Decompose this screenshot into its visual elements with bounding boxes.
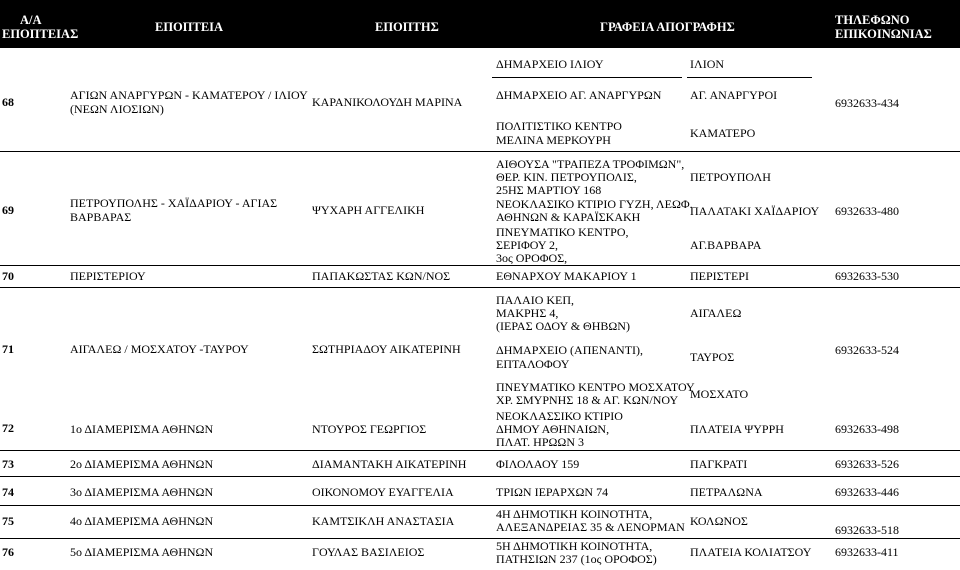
supervisor-name: ΨΥΧΑΡΗ ΑΓΓΕΛΙΚΗ bbox=[312, 203, 425, 217]
rule bbox=[0, 538, 960, 539]
row-number: 69 bbox=[2, 203, 14, 217]
office-name-2: ΑΛΕΞΑΝΔΡΕΙΑΣ 35 & ΛΕΝΟΡΜΑΝ bbox=[496, 520, 685, 534]
area-name: ΠΕΤΡΟΥΠΟΛΗΣ - ΧΑΪΔΑΡΙΟΥ - ΑΓΙΑΣ bbox=[70, 196, 278, 210]
area-name: 1ο ΔΙΑΜΕΡΙΣΜΑ ΑΘΗΝΩΝ bbox=[70, 422, 214, 436]
office-name: ΔΗΜΑΡΧΕΙΟ ΑΓ. ΑΝΑΡΓΥΡΩΝ bbox=[496, 88, 662, 102]
office-name-3: ΠΛΑΤ. ΗΡΩΩΝ 3 bbox=[496, 435, 584, 449]
area-name: 2ο ΔΙΑΜΕΡΙΣΜΑ ΑΘΗΝΩΝ bbox=[70, 457, 214, 471]
office-name-3: (ΙΕΡΑΣ ΟΔΟΥ & ΘΗΒΩΝ) bbox=[496, 319, 630, 333]
office-location: ΚΟΛΩΝΟΣ bbox=[690, 514, 748, 528]
office-location: ΑΙΓΑΛΕΩ bbox=[690, 306, 742, 320]
rule bbox=[0, 287, 960, 288]
rule bbox=[687, 77, 812, 78]
supervisor-name: ΟΙΚΟΝΟΜΟΥ ΕΥΑΓΓΕΛΙΑ bbox=[312, 485, 454, 499]
office-location: ΠΑΛΑΤΑΚΙ ΧΑΪΔΑΡΙΟΥ bbox=[690, 204, 820, 218]
supervisor-name: ΔΙΑΜΑΝΤΑΚΗ ΑΙΚΑΤΕΡΙΝΗ bbox=[312, 457, 467, 471]
office-name-2: ΜΕΛΙΝΑ ΜΕΡΚΟΥΡΗ bbox=[496, 133, 611, 147]
row-number: 68 bbox=[2, 95, 14, 109]
header-offices: ΓΡΑΦΕΙΑ ΑΠΟΓΡΑΦΗΣ bbox=[600, 20, 735, 34]
office-name-2: ΕΠΤΑΛΟΦΟΥ bbox=[496, 357, 570, 371]
table-header bbox=[0, 0, 960, 48]
phone-number: 6932633-524 bbox=[835, 343, 899, 357]
office-name: ΔΗΜΑΡΧΕΙΟ ΙΛΙΟΥ bbox=[496, 57, 604, 71]
office-name-2: ΧΡ. ΣΜΥΡΝΗΣ 18 & ΑΓ. ΚΩΝ/ΝΟΥ bbox=[496, 393, 679, 407]
rule bbox=[0, 505, 960, 506]
row-number: 75 bbox=[2, 514, 14, 528]
office-name: 4Η ΔΗΜΟΤΙΚΗ ΚΟΙΝΟΤΗΤΑ, bbox=[496, 507, 653, 521]
office-name: ΠΝΕΥΜΑΤΙΚΟ ΚΕΝΤΡΟ ΜΟΣΧΑΤΟΥ bbox=[496, 380, 695, 394]
header-supervisor: ΕΠΟΠΤΗΣ bbox=[375, 20, 439, 34]
rule bbox=[0, 450, 960, 451]
area-name-2: ΒΑΡΒΑΡΑΣ bbox=[70, 210, 132, 224]
header-num: Α/Α bbox=[20, 13, 42, 27]
header-num-2: ΕΠΟΠΤΕΙΑΣ bbox=[2, 27, 79, 41]
supervisor-name: ΚΑΡΑΝΙΚΟΛΟΥΔΗ ΜΑΡΙΝΑ bbox=[312, 95, 463, 109]
office-name-2: ΣΕΡΙΦΟΥ 2, bbox=[496, 238, 559, 252]
phone-number: 6932633-498 bbox=[835, 422, 899, 436]
row-number: 70 bbox=[2, 269, 14, 283]
row-number: 71 bbox=[2, 342, 14, 356]
office-name: ΦΙΛΟΛΑΟΥ 159 bbox=[496, 457, 580, 471]
rule bbox=[0, 265, 960, 266]
supervisor-name: ΓΟΥΛΑΣ ΒΑΣΙΛΕΙΟΣ bbox=[312, 545, 425, 559]
header-area: ΕΠΟΠΤΕΙΑ bbox=[155, 20, 224, 34]
office-name: ΝΕΟΚΛΑΣΙΚΟ ΚΤΙΡΙΟ ΓΥΖΗ, ΛΕΩΦ. bbox=[496, 197, 693, 211]
office-name: 5Η ΔΗΜΟΤΙΚΗ ΚΟΙΝΟΤΗΤΑ, bbox=[496, 539, 653, 553]
office-name-2: ΠΑΤΗΣΙΩΝ 237 (1ος ΟΡΟΦΟΣ) bbox=[496, 552, 657, 566]
area-name: ΑΙΓΑΛΕΩ / ΜΟΣΧΑΤΟΥ -ΤΑΥΡΟΥ bbox=[70, 342, 249, 356]
phone-number: 6932633-480 bbox=[835, 204, 899, 218]
supervisor-name: ΚΑΜΤΣΙΚΛΗ ΑΝΑΣΤΑΣΙΑ bbox=[312, 514, 455, 528]
row-number: 73 bbox=[2, 457, 14, 471]
office-location: ΜΟΣΧΑΤΟ bbox=[690, 387, 749, 401]
office-name: ΠΟΛΙΤΙΣΤΙΚΟ ΚΕΝΤΡΟ bbox=[496, 119, 622, 133]
row-number: 74 bbox=[2, 485, 14, 499]
row-number: 72 bbox=[2, 421, 14, 435]
area-name: 3ο ΔΙΑΜΕΡΙΣΜΑ ΑΘΗΝΩΝ bbox=[70, 485, 214, 499]
header-phone: ΤΗΛΕΦΩΝΟ bbox=[835, 13, 910, 27]
supervisor-name: ΣΩΤΗΡΙΑΔΟΥ ΑΙΚΑΤΕΡΙΝΗ bbox=[312, 342, 461, 356]
office-location: ΙΛΙΟΝ bbox=[690, 57, 725, 71]
office-name-3: 25ΗΣ ΜΑΡΤΙΟΥ 168 bbox=[496, 183, 602, 197]
rule bbox=[0, 151, 960, 152]
area-name: ΠΕΡΙΣΤΕΡΙΟΥ bbox=[70, 269, 146, 283]
office-name: ΕΘΝΑΡΧΟΥ ΜΑΚΑΡΙΟΥ 1 bbox=[496, 269, 637, 283]
office-location: ΠΕΤΡΑΛΩΝΑ bbox=[690, 485, 763, 499]
phone-number: 6932633-446 bbox=[835, 485, 899, 499]
office-name-2: ΑΘΗΝΩΝ & ΚΑΡΑΪΣΚΑΚΗ bbox=[496, 210, 641, 224]
office-location: ΠΕΡΙΣΤΕΡΙ bbox=[690, 269, 749, 283]
office-name-2: ΜΑΚΡΗΣ 4, bbox=[496, 306, 559, 320]
office-location: ΠΛΑΤΕΙΑ ΨΥΡΡΗ bbox=[690, 422, 784, 436]
area-name: 5ο ΔΙΑΜΕΡΙΣΜΑ ΑΘΗΝΩΝ bbox=[70, 545, 214, 559]
office-name: ΤΡΙΩΝ ΙΕΡΑΡΧΩΝ 74 bbox=[496, 485, 609, 499]
office-name: ΠΝΕΥΜΑΤΙΚΟ ΚΕΝΤΡΟ, bbox=[496, 225, 629, 239]
office-location: ΑΓ.ΒΑΡΒΑΡΑ bbox=[690, 238, 762, 252]
office-name-3: 3ος ΟΡΟΦΟΣ, bbox=[496, 251, 568, 265]
office-name: ΑΙΘΟΥΣΑ "ΤΡΑΠΕΖΑ ΤΡΟΦΙΜΩΝ", bbox=[496, 157, 685, 171]
area-name-2: (ΝΕΩΝ ΛΙΟΣΙΩΝ) bbox=[70, 102, 164, 116]
office-name: ΝΕΟΚΛΑΣΣΙΚΟ ΚΤΙΡΙΟ bbox=[496, 409, 623, 423]
office-name-2: ΘΕΡ. ΚΙΝ. ΠΕΤΡΟΥΠΟΛΙΣ, bbox=[496, 170, 637, 184]
supervisor-name: ΝΤΟΥΡΟΣ ΓΕΩΡΓΙΟΣ bbox=[312, 422, 427, 436]
phone-number: 6932633-434 bbox=[835, 96, 899, 110]
phone-number: 6932633-411 bbox=[835, 545, 899, 559]
office-location: ΑΓ. ΑΝΑΡΓΥΡΟΙ bbox=[690, 88, 778, 102]
office-location: ΤΑΥΡΟΣ bbox=[690, 350, 735, 364]
office-location: ΠΛΑΤΕΙΑ ΚΟΛΙΑΤΣΟΥ bbox=[690, 545, 812, 559]
office-name: ΠΑΛΑΙΟ ΚΕΠ, bbox=[496, 293, 575, 307]
supervisor-name: ΠΑΠΑΚΩΣΤΑΣ ΚΩΝ/ΝΟΣ bbox=[312, 269, 451, 283]
row-number: 76 bbox=[2, 545, 14, 559]
office-name-2: ΔΗΜΟΥ ΑΘΗΝΑΙΩΝ, bbox=[496, 422, 610, 436]
office-location: ΠΑΓΚΡΑΤΙ bbox=[690, 457, 748, 471]
office-location: ΚΑΜΑΤΕΡΟ bbox=[690, 126, 756, 140]
rule bbox=[0, 476, 960, 477]
area-name: 4ο ΔΙΑΜΕΡΙΣΜΑ ΑΘΗΝΩΝ bbox=[70, 514, 214, 528]
header-phone-2: ΕΠΙΚΟΙΝΩΝΙΑΣ bbox=[835, 27, 932, 41]
phone-number: 6932633-530 bbox=[835, 269, 899, 283]
office-name: ΔΗΜΑΡΧΕΙΟ (ΑΠΕΝΑΝΤΙ), bbox=[496, 343, 644, 357]
office-location: ΠΕΤΡΟΥΠΟΛΗ bbox=[690, 170, 771, 184]
phone-number: 6932633-526 bbox=[835, 457, 899, 471]
phone-number: 6932633-518 bbox=[835, 523, 899, 537]
area-name: ΑΓΙΩΝ ΑΝΑΡΓΥΡΩΝ - ΚΑΜΑΤΕΡΟΥ / ΙΛΙΟΥ bbox=[70, 88, 308, 102]
rule bbox=[492, 77, 682, 78]
